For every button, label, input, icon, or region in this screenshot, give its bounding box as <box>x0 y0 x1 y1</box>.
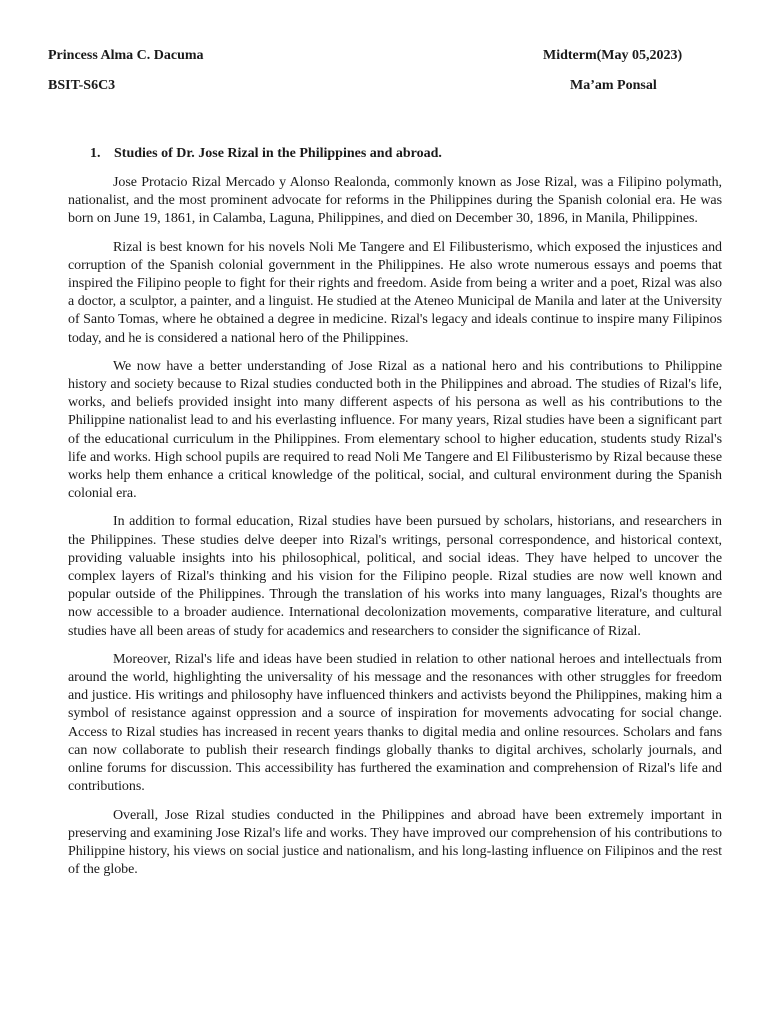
paragraph: Moreover, Rizal's life and ideas have been studied in relation to other national heroes and intellectuals from around the world, highlighting the universality of his message and the resonances with other struggles for freedom and justice. His writings and philosophy have influenced thinkers and activists beyond the Philippines, making him a symbol of resistance against oppression and a source of inspiration for movements advocating for social change. Access to Rizal studies has increased in recent years thanks to digital media and online resources. Scholars and fans can now collaborate to publish their research findings globally thanks to digital archives, scholarly journals, and online forums for discussion. This accessibility has furthered the examination and comprehension of Rizal's life and contributions. <box>68 651 722 795</box>
section-heading <box>90 145 442 163</box>
paragraph: Rizal is best known for his novels Noli Me Tangere and El Filibusterismo, which exposed the injustices and corruption of the Spanish colonial government in the Philippines. He also wrote numerous essays and poems that inspired the Filipino people to fight for their rights and freedom. Aside from being a writer and a poet, Rizal was also a doctor, a sculptor, a painter, and a linguist. He studied at the Ateneo Municipal de Manila and later at the University of Santo Tomas, where he obtained a degree in medicine. Rizal's legacy and ideals continue to inspire many Filipinos today, and he is considered a national hero of the Philippines. <box>68 239 722 346</box>
exam-date: Midterm(May 05,2023) <box>543 48 683 63</box>
instructor-name: Ma’am Ponsal <box>570 78 657 93</box>
essay-body <box>68 174 722 889</box>
student-name: Princess Alma C. Dacuma <box>48 48 204 63</box>
paragraph: We now have a better understanding of Jose Rizal as a national hero and his contributions to Philippine history and society because to Rizal studies conducted both in the Philippines and abroad. The studies of Rizal's life, works, and beliefs provided insight into many different aspects of his persona as well as his contributions to the Philippine nationalist lead to and his everlasting influence. For many years, Rizal studies have been a significant part of the educational curriculum in the Philippines. From elementary school to higher education, students study Rizal's life and works. High school pupils are required to read Noli Me Tangere and El Filibusterismo by Rizal because these works help them enhance a critical knowledge of the political, social, and cultural environment during the Spanish colonial era. <box>68 358 722 502</box>
paragraph: In addition to formal education, Rizal studies have been pursued by scholars, historians, and researchers in the Philippines. These studies delve deeper into Rizal's writings, personal correspondence, and historical context, providing valuable insights into his philosophical, political, and social ideas. They have helped to uncover the complex layers of Rizal's thinking and his vision for the Filipino people. Rizal studies are now well known and popular outside of the Philippines. Through the translation of his works into many languages, Rizal's thoughts are now accessible to a broader audience. International decolonization movements, comparative literature, and cultural studies have all been areas of study for academics and researchers to consider the significance of Rizal. <box>68 514 722 639</box>
paragraph: Jose Protacio Rizal Mercado y Alonso Realonda, commonly known as Jose Rizal, was a Filipino polymath, nationalist, and the most prominent advocate for reforms in the Philippines during the Spanish colonial era. He was born on June 19, 1861, in Calamba, Laguna, Philippines, and died on December 30, 1896, in Manila, Philippines. <box>68 175 722 227</box>
paragraph: Overall, Jose Rizal studies conducted in the Philippines and abroad have been extremely important in preserving and examining Jose Rizal's life and works. They have improved our comprehension of his contributions to Philippine history, his views on social justice and nationalism, and his long-lasting influence on Filipinos and the rest of the globe. <box>68 807 722 878</box>
section-number: 1. <box>90 146 101 161</box>
section-title: Studies of Dr. Jose Rizal in the Philippines and abroad. <box>114 146 442 161</box>
section-code: BSIT-S6C3 <box>48 78 116 93</box>
